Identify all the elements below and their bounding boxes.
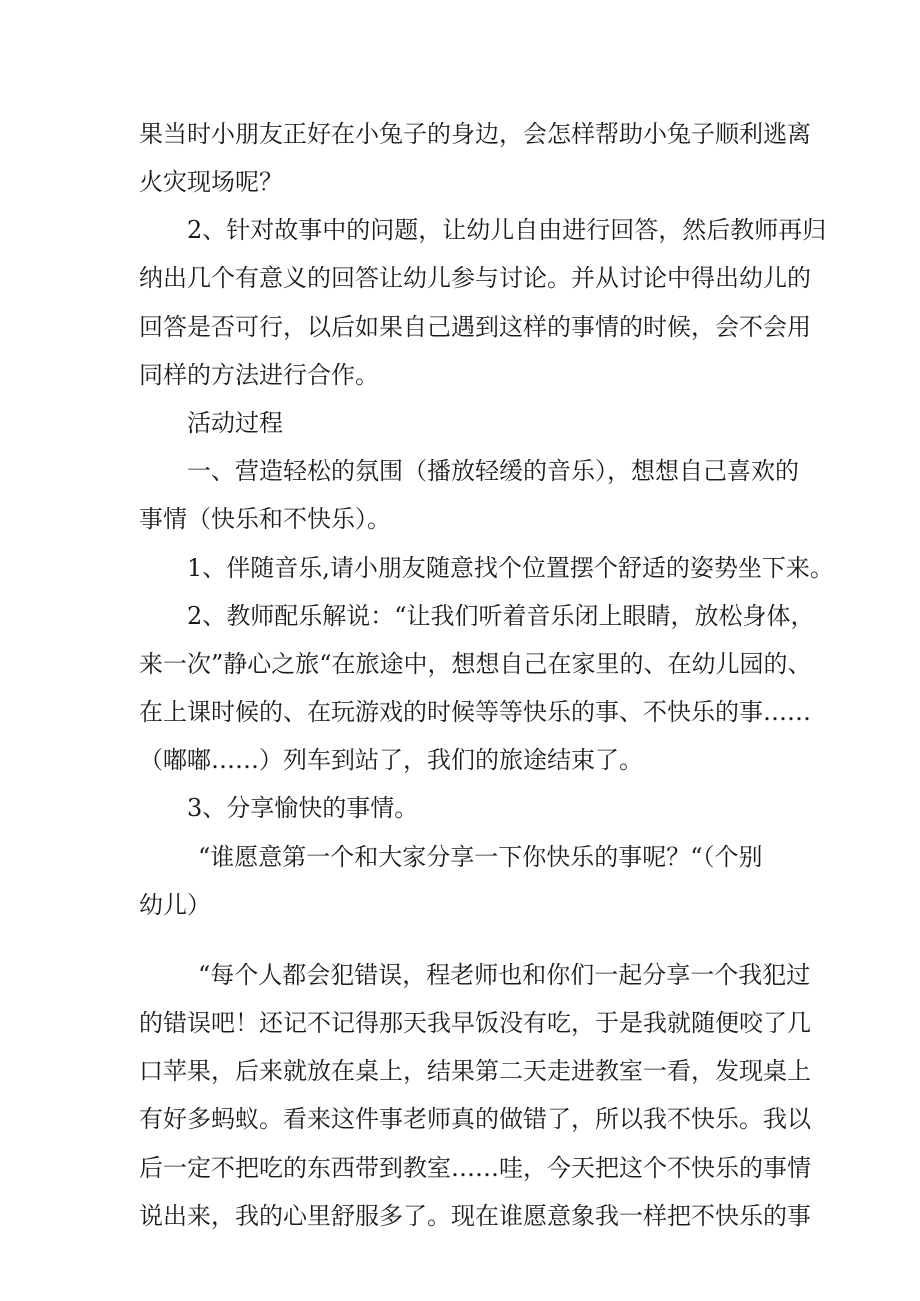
text-line: 2、针对故事中的问题，让幼儿自由进行回答，然后教师再归 <box>187 216 827 244</box>
text-line: 的错误吧！还记不记得那天我早饭没有吃，于是我就随便咬了几 <box>139 1009 811 1037</box>
text-line: 在上课时候的、在玩游戏的时候等等快乐的事、不快乐的事…… <box>139 698 811 726</box>
text-line: 有好多蚂蚁。看来这件事老师真的做错了，所以我不快乐。我以 <box>139 1105 811 1133</box>
text-line: 一、营造轻松的氛围（播放轻缓的音乐），想想自己喜欢的 <box>187 457 799 485</box>
text-line: 火灾现场呢？ <box>139 168 283 196</box>
text-line: 同样的方法进行合作。 <box>139 361 379 389</box>
text-line: 3、分享愉快的事情。 <box>187 794 419 822</box>
text-line: 纳出几个有意义的回答让幼儿参与讨论。并从讨论中得出幼儿的 <box>139 264 811 292</box>
text-line: 来一次”静心之旅“在旅途中，想想自己在家里的、在幼儿园的、 <box>139 650 812 678</box>
text-line: 幼儿） <box>139 891 211 919</box>
text-line: “每个人都会犯错误，程老师也和你们一起分享一个我犯过 <box>198 961 811 989</box>
text-line: 回答是否可行，以后如果自己遇到这样的事情的时候，会不会用 <box>139 313 811 341</box>
text-line: 1、伴随音乐,请小朋友随意找个位置摆个舒适的姿势坐下来。 <box>187 554 834 582</box>
text-line: 2、教师配乐解说：“让我们听着音乐闭上眼睛，放松身体， <box>187 602 815 630</box>
text-line: 事情（快乐和不快乐）。 <box>139 505 391 533</box>
text-line: 口苹果，后来就放在桌上，结果第二天走进教室一看，发现桌上 <box>139 1057 811 1085</box>
text-line: 说出来，我的心里舒服多了。现在谁愿意象我一样把不快乐的事 <box>139 1202 811 1230</box>
text-line: （嘟嘟……）列车到站了，我们的旅途结束了。 <box>139 746 643 774</box>
text-line: 后一定不把吃的东西带到教室……哇，今天把这个不快乐的事情 <box>139 1154 811 1182</box>
text-line: 果当时小朋友正好在小兔子的身边，会怎样帮助小兔子顺利逃离 <box>139 120 811 148</box>
section-heading: 活动过程 <box>187 409 283 437</box>
text-line: “谁愿意第一个和大家分享一下你快乐的事呢？“（个别 <box>198 843 763 871</box>
